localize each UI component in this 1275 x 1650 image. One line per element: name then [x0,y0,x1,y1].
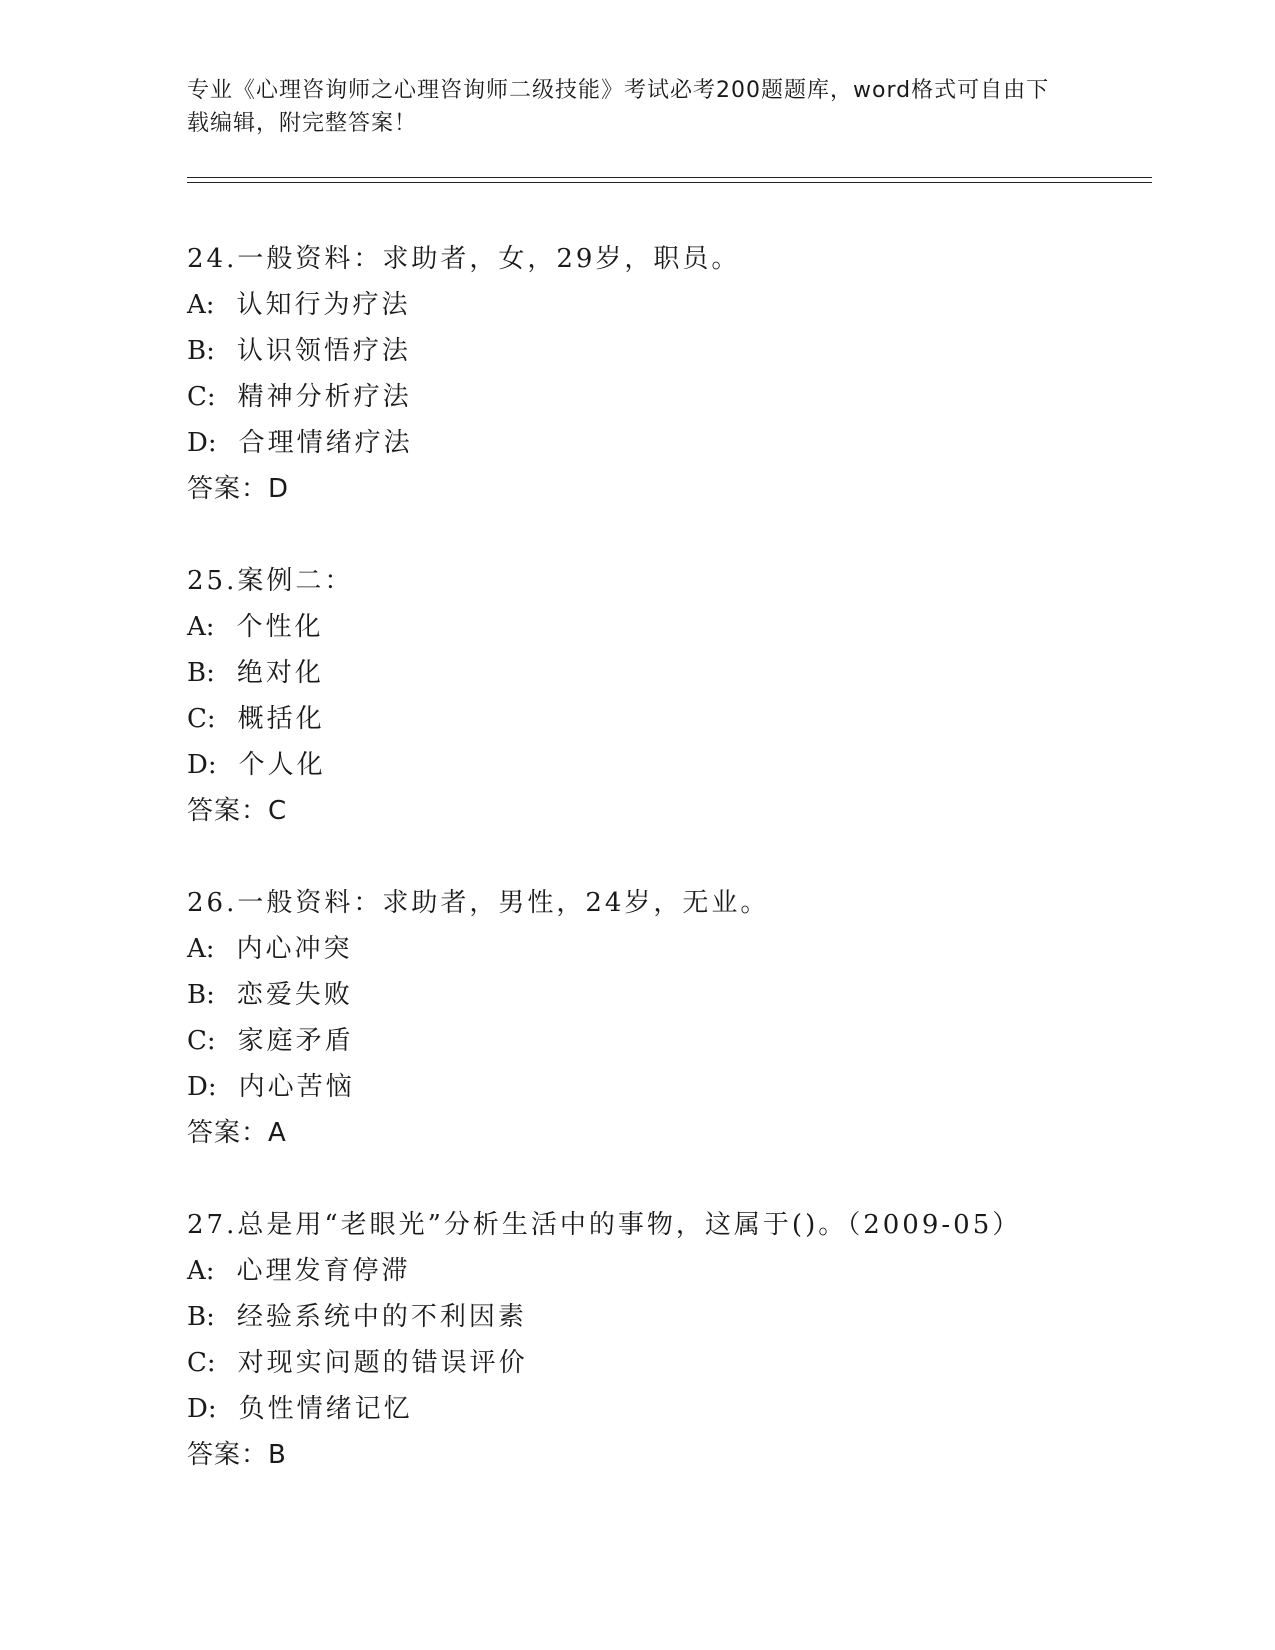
option-letter: D: [187,1072,217,1102]
option-letter: C: [187,1026,216,1056]
answer-value: C [268,796,288,826]
option-text: 个人化 [238,750,326,780]
option-a [187,1248,1152,1294]
option-text: 家庭矛盾 [237,1026,354,1056]
answer [187,1432,1152,1478]
question-27 [187,1202,1152,1478]
option-text: 认识领悟疗法 [236,336,411,366]
option-c [187,696,1152,742]
option-letter: D: [187,428,217,458]
option-letter: A: [187,934,215,964]
option-letter: B: [187,1302,215,1332]
option-a [187,604,1152,650]
option-text: 内心苦恼 [238,1072,355,1102]
answer-label: 答案： [187,474,269,504]
option-letter: B: [187,658,215,688]
answer-label: 答案： [187,1118,269,1148]
option-b [187,972,1152,1018]
question-25 [187,558,1152,834]
option-letter: D: [187,1394,217,1424]
option-letter: A: [187,612,215,642]
answer-label: 答案： [187,796,269,826]
option-letter: B: [187,980,215,1010]
option-text: 负性情绪记忆 [238,1394,413,1424]
option-b [187,1294,1152,1340]
option-letter: B: [187,336,215,366]
header-divider-top [187,177,1152,178]
answer [187,466,1152,512]
option-d [187,420,1152,466]
option-text: 个性化 [236,612,324,642]
option-letter: C: [187,1348,216,1378]
answer [187,1110,1152,1156]
question-stem: 25.案例二： [187,566,354,596]
option-text: 认知行为疗法 [236,290,411,320]
option-b [187,328,1152,374]
option-c [187,1340,1152,1386]
document-header: 专业《心理咨询师之心理咨询师二级技能》考试必考200题题库，word格式可自由下载编辑，附完整答案！ [187,78,1050,136]
question-24 [187,236,1152,512]
option-c [187,374,1152,420]
option-text: 内心冲突 [236,934,353,964]
option-text: 绝对化 [236,658,324,688]
option-a [187,282,1152,328]
option-letter: A: [187,290,215,320]
option-letter: C: [187,704,216,734]
question-list [187,236,1152,1524]
answer [187,788,1152,834]
answer-label: 答案： [187,1440,269,1470]
option-d [187,1386,1152,1432]
option-text: 合理情绪疗法 [238,428,413,458]
question-26 [187,880,1152,1156]
question-stem: 24.一般资料：求助者，女，29岁，职员。 [187,244,741,274]
answer-value: A [268,1118,287,1148]
question-stem: 27.总是用“老眼光”分析生活中的事物，这属于()。（2009-05） [187,1210,1022,1240]
question-stem: 26.一般资料：求助者，男性，24岁，无业。 [187,888,770,918]
option-letter: D: [187,750,217,780]
option-c [187,1018,1152,1064]
option-letter: C: [187,382,216,412]
option-letter: A: [187,1256,215,1286]
option-d [187,742,1152,788]
option-text: 恋爱失败 [236,980,353,1010]
option-a [187,926,1152,972]
option-text: 对现实问题的错误评价 [237,1348,528,1378]
answer-value: D [268,474,290,504]
option-text: 精神分析疗法 [237,382,412,412]
answer-value: B [268,1440,287,1470]
option-text: 心理发育停滞 [236,1256,411,1286]
option-text: 经验系统中的不利因素 [236,1302,527,1332]
option-b [187,650,1152,696]
option-d [187,1064,1152,1110]
option-text: 概括化 [237,704,325,734]
header-divider-bottom [187,182,1152,183]
